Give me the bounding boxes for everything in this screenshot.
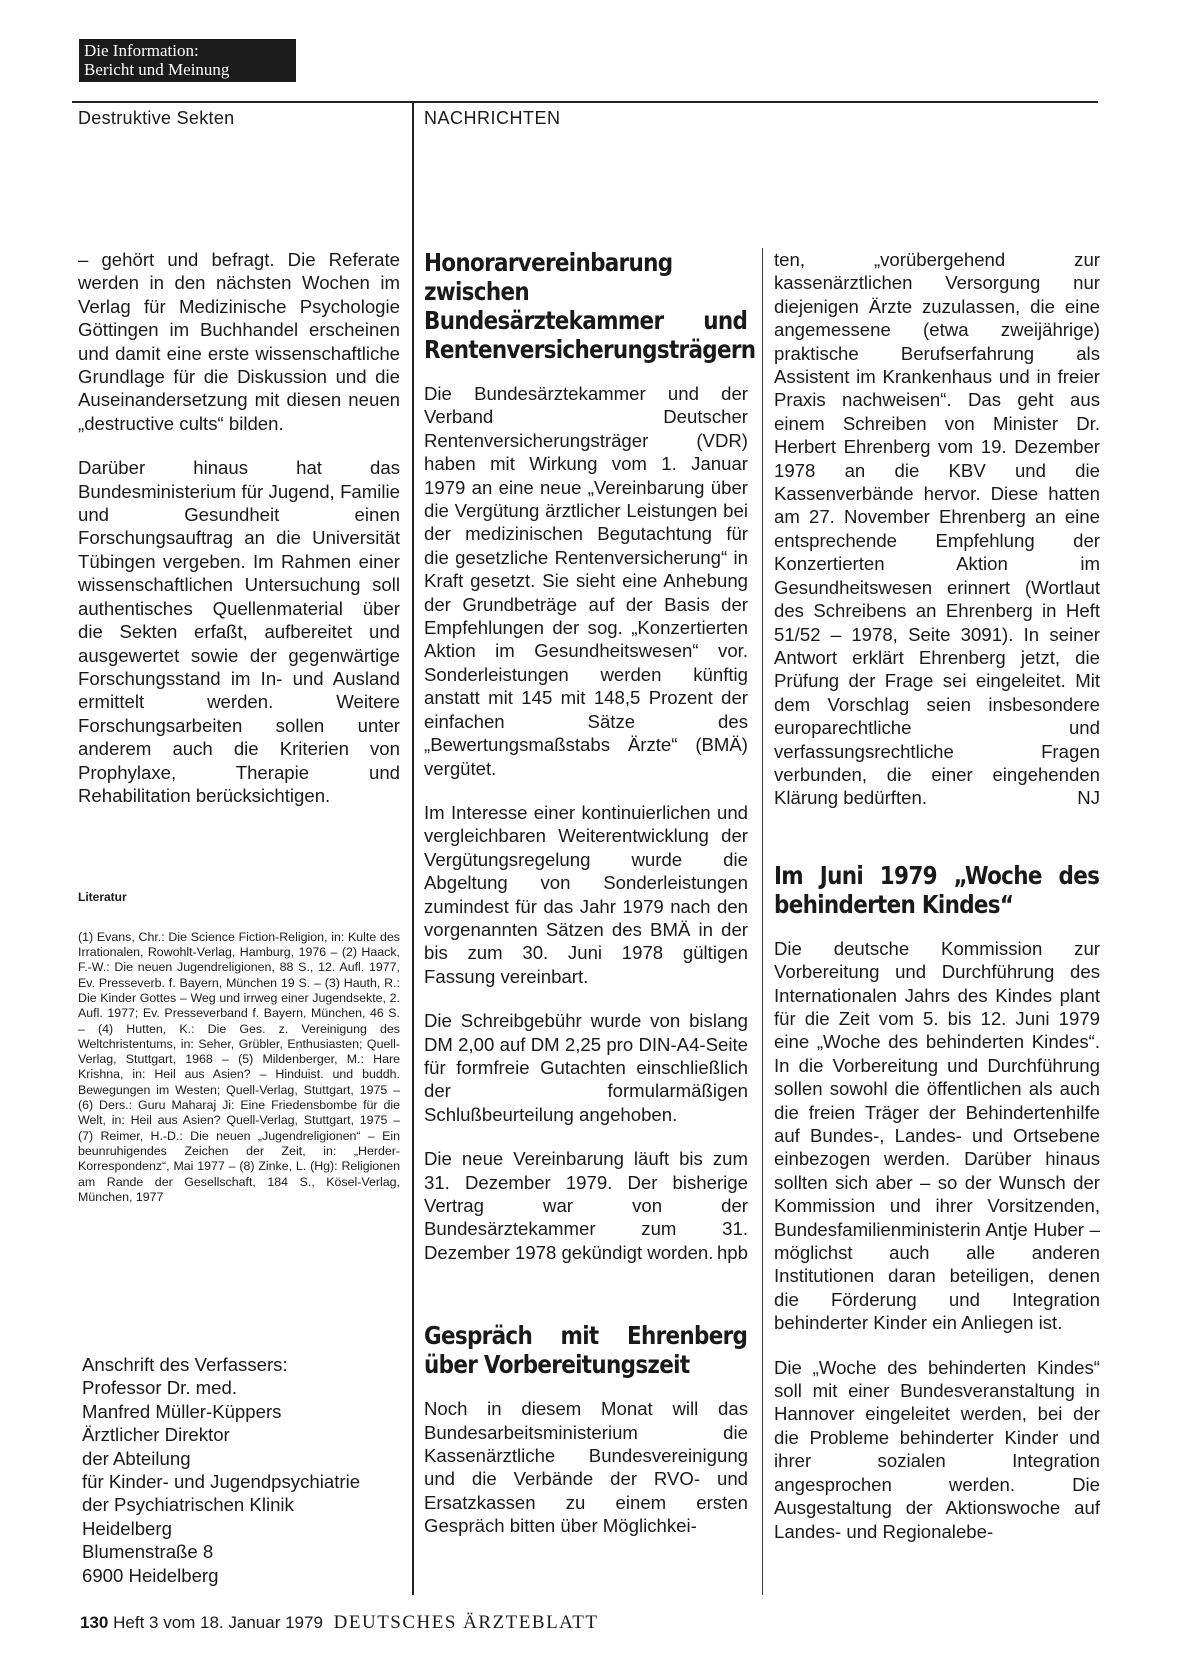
paragraph-text: ten, „vorübergehend zur kassenärztlichen Versorgung nur diejenigen Ärzte zuzulassen, die eine angemessene (etwa zweijährige) praktische Berufserfahrung als Assistent im Krankenhaus und in freier Praxis nachweisen“. Das geht aus einem Schreiben von Minister Dr. Herbert Ehrenberg vom 19. Dezember 1978 an die KBV und die Kassenverbände hervor. Diese hatten am 27. November Ehrenberg an eine entsprechende Empfehlung der Konzertierten Aktion im Gesundheitswesen erinnert (Wortlaut des Schreibens an Ehrenberg in Heft 51/52 – 1978, Seite 3091). In seiner Antwort erklärt Ehrenberg jetzt, die Prüfung der Frage sei eingeleitet. Mit dem Vorschlag seien insbesondere europarechtliche und verfassungsrechtliche Fragen verbunden, die einer eingehenden Klärung bedürften. xyxy=(774,249,1100,809)
article-heading: Honorarvereinbarung zwischen Bundesärztekammer und Rentenversicherungsträgern xyxy=(424,248,756,364)
literature-list: (1) Evans, Chr.: Die Science Fiction-Religion, in: Kulte des Irrationalen, Rowohlt-Verlag, Hamburg, 1976 – (2) Haack, F.-W.: Die neuen Jugendreligionen, 88 S., 12. Aufl. 1977, Ev. Presseverb. f. Bayern, München 19 S. – (3) Hauth, R.: Die Kinder Gottes – Weg und irrweg einer Jugendsekte, 2. Aufl. 1977; Ev. Presseverband f. Bayern, München, 46 S. – (4) Hutten, K.: Die Ges. z. Vereinigung des Weltchristentums, in: Seher, Grübler, Enthusiasten; Quell-Verlag, Stuttgart, 1968 – (5) Mildenberger, M.: Hare Krishna, in: Heil aus Asien? – Hinduist. und buddh. Bewegungen im Westen; Quell-Verlag, Stuttgart, 1975 – (6) Ders.: Guru Maharaj Ji: Eine Friedensbombe für die Welt, in: Heil aus Asien? Quell-Verlag, Stuttgart, 1975 – (7) Reimer, H.-D.: Die neuen „Jugendreligionen“ – Ein beunruhigendes Zeichen der Zeit, in: „Herder-Korrespondenz“, Mai 1977 – (8) Zinke, L. (Hg): Religionen am Rande der Gesellschaft, 184 S., Kösel-Verlag, München, 1977 xyxy=(78,929,400,1204)
column-divider-left xyxy=(412,103,414,1595)
paragraph: Im Interesse einer kontinuierlichen und vergleichbaren Weiterentwicklung der Vergütungsregelung wurde die Abgeltung von Sonderleistungen zumindest für das Jahr 1979 nach den vorgenannten Sätzen des BMÄ in der bis zum 30. Juni 1978 gültigen Fassung vereinbart. xyxy=(424,801,748,987)
section-label-left: Destruktive Sekten xyxy=(78,108,235,128)
issue-info: Heft 3 vom 18. Januar 1979 xyxy=(113,1613,323,1632)
section-label-right: NACHRICHTEN xyxy=(424,108,561,128)
rubric-tag xyxy=(79,39,296,82)
paragraph: Die Schreibgebühr wurde von bislang DM 2,00 auf DM 2,25 pro DIN-A4-Seite für formfreie Gutachten einschließlich der formularmäßigen Schlußbeurteilung angehoben. xyxy=(424,1010,748,1125)
author-address: Anschrift des Verfassers: Professor Dr. med. Manfred Müller-Küppers Ärztlicher Direktor der Abteilung für Kinder- und Jugendpsychiatrie der Psychiatrischen Klinik Heidelberg Blumenstraße 8 6900 Heidelberg xyxy=(82,1354,361,1586)
paragraph: Die Bundesärztekammer und der Verband Deutscher Rentenversicherungsträger (VDR) haben mit Wirkung vom 1. Januar 1979 an eine neue „Vereinbarung über die Vergütung ärztlicher Leistungen bei der medizinischen Begutachtung für die gesetzliche Rentenversicherung“ in Kraft gesetzt. Sie sieht eine Anhebung der Grundbeträge auf der Basis der Empfehlungen der sog. „Konzertierten Aktion im Gesundheitswesen“ vor. Sonderleistungen werden künftig anstatt mit 145 mit 148,5 Prozent der einfachen Sätze des „Bewertungsmaßstabs Ärzte“ (BMÄ) vergütet. xyxy=(424,383,748,779)
literature-heading: Literatur xyxy=(78,890,127,905)
rubric-line-2: Bericht und Meinung xyxy=(84,60,230,79)
rubric-line-1: Die Information: xyxy=(84,41,199,60)
paragraph: Noch in diesem Monat will das Bundesarbeitsministerium die Kassenärztliche Bundesvereinigung und die Verbände der RVO- und Ersatzkassen zu einem ersten Gespräch bitten über Möglichkei- xyxy=(424,1398,748,1537)
column-2 xyxy=(424,248,756,1559)
paragraph: – gehört und befragt. Die Referate werden in den nächsten Wochen im Verlag für Medizinische Psychologie Göttingen im Buchhandel erscheinen und damit eine erste wissenschaftliche Grundlage für die Diskussion und die Auseinandersetzung mit diesen neuen „destructive cults“ bilden. xyxy=(78,249,400,434)
article-heading: Im Juni 1979 „Woche des behinderten Kindes“ xyxy=(774,860,1100,919)
author-initials: hpb xyxy=(716,1241,748,1263)
author-initials: NJ xyxy=(1077,787,1100,809)
header-rule xyxy=(72,101,1098,103)
magazine-title: DEUTSCHES ÄRZTEBLATT xyxy=(333,1612,599,1633)
paragraph: Die deutsche Kommission zur Vorbereitung und Durchführung des Internationalen Jahrs des Kindes plant für die Zeit vom 5. bis 12. Juni 1979 eine „Woche des behinderten Kindes“. In die Vorbereitung und Durchführung sollen sowohl die öffentlichen als auch die freien Träger der Behindertenhilfe auf Bundes-, Landes- und Ortsebene einbezogen werden. Darüber hinaus sollten sich aber – so der Wunsch der Kommission und ihrer Vorsitzenden, Bundesfamilienministerin Antje Huber – möglichst auch alle anderen Institutionen daran beteiligen, denen die Förderung und Integration behinderter Kinder ein Anliegen ist. xyxy=(774,937,1100,1334)
paragraph: Darüber hinaus hat das Bundesministerium für Jugend, Familie und Gesundheit einen Forschungsauftrag an die Universität Tübingen vergeben. Im Rahmen einer wissenschaftlichen Untersuchung soll authentisches Quellenmaterial über die Sekten erfaßt, aufbereitet und ausgewertet sowie der gegenwärtige Forschungsstand im In- und Ausland ermittelt werden. Weitere Forschungsarbeiten sollen unter anderem auch die Kriterien von Prophylaxe, Therapie und Rehabilitation berücksichtigen. xyxy=(78,457,400,806)
paragraph xyxy=(424,1147,748,1264)
paragraph: Die „Woche des behinderten Kindes“ soll mit einer Bundesveranstaltung in Hannover eingeleitet werden, bei der die Probleme behinderter Kinder und ihrer sozialen Integration angesprochen werden. Die Ausgestaltung der Aktionswoche auf Landes- und Regionalebe- xyxy=(774,1356,1100,1542)
paragraph xyxy=(774,248,1100,810)
column-3 xyxy=(774,248,1100,1564)
page-footer xyxy=(80,1612,599,1634)
page-number: 130 xyxy=(80,1613,109,1632)
article-heading: Gespräch mit Ehrenberg über Vorbereitungszeit xyxy=(424,1321,748,1380)
column-1 xyxy=(78,248,400,1226)
column-divider-right xyxy=(762,248,763,1595)
paragraph-text: Die neue Vereinbarung läuft bis zum 31. Dezember 1979. Der bisherige Vertrag war von der Bundesärztekammer zum 31. Dezember 1978 gekündigt worden. xyxy=(424,1148,748,1263)
